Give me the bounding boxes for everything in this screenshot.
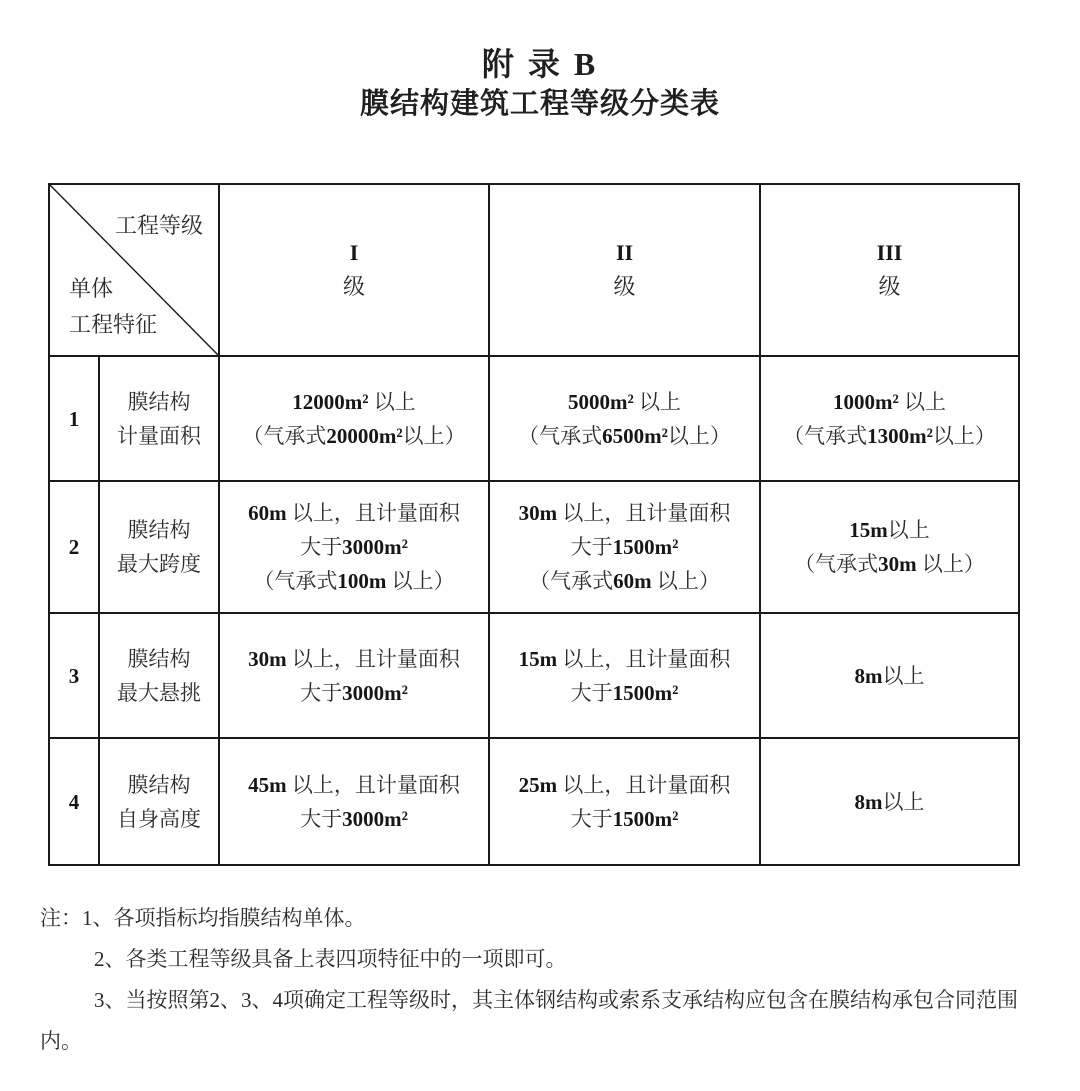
cell-line: 12000m² 以上 bbox=[292, 389, 416, 414]
note-3: 3、当按照第2、3、4项确定工程等级时，其主体钢结构或索系支承结构应包含在膜结构承包合同范围内。 bbox=[40, 988, 1018, 1053]
row3-feature-line2: 最大悬挑 bbox=[117, 680, 201, 705]
note-label: 注： bbox=[40, 906, 82, 930]
row3-feature bbox=[100, 614, 220, 739]
cell-line: 大于1500m² bbox=[570, 680, 679, 705]
note-1 bbox=[40, 898, 1040, 939]
cell-line: 大于1500m² bbox=[570, 806, 679, 831]
row2-feature-line1: 膜结构 bbox=[127, 518, 191, 542]
row4-grade1-cell bbox=[220, 739, 490, 864]
cell-line: 大于3000m² bbox=[300, 535, 408, 559]
corner-label-feature bbox=[69, 271, 157, 343]
row2-grade2-cell bbox=[490, 482, 761, 614]
row1-grade1-cell bbox=[220, 357, 490, 482]
corner-label-grade: 工程等级 bbox=[114, 213, 203, 238]
cell-line: 8m以上 bbox=[854, 663, 925, 688]
cell-line: 30m 以上，且计量面积 bbox=[518, 501, 731, 525]
row1-feature-line1: 膜结构 bbox=[127, 389, 191, 414]
row1-grade2-cell bbox=[490, 357, 761, 482]
document-header bbox=[0, 44, 1080, 124]
row3-number: 3 bbox=[50, 614, 100, 739]
row3-feature-line1: 膜结构 bbox=[127, 646, 191, 671]
cell-line: 15m以上 bbox=[849, 518, 930, 542]
page-title: 附 录 B bbox=[481, 46, 599, 82]
row4-grade3-cell bbox=[761, 739, 1018, 864]
row1-feature-line2: 计量面积 bbox=[117, 423, 201, 448]
cell-line: 大于3000m² bbox=[300, 806, 408, 831]
row4-feature-line2: 自身高度 bbox=[117, 806, 201, 831]
cell-line: 15m 以上，且计量面积 bbox=[518, 646, 731, 671]
corner-label-feature-line2: 工程特征 bbox=[69, 312, 158, 337]
cell-line: 5000m² 以上 bbox=[567, 389, 682, 414]
cell-line: 60m 以上，且计量面积 bbox=[248, 501, 460, 525]
row2-number: 2 bbox=[50, 482, 100, 614]
row4-feature bbox=[100, 739, 220, 864]
column-header-grade2: II 级 bbox=[490, 185, 761, 357]
row4-grade2-cell bbox=[490, 739, 761, 864]
row1-feature bbox=[100, 357, 220, 482]
row2-feature-line2: 最大跨度 bbox=[117, 552, 201, 576]
cell-line: 30m 以上，且计量面积 bbox=[248, 646, 460, 671]
cell-line: 1000m² 以上 bbox=[832, 389, 947, 414]
row1-number: 1 bbox=[50, 357, 100, 482]
row3-grade3-cell bbox=[761, 614, 1018, 739]
classification-table bbox=[48, 183, 1020, 866]
corner-header-cell bbox=[50, 185, 220, 357]
page-subtitle: 膜结构建筑工程等级分类表 bbox=[359, 88, 720, 120]
cell-line: （气承式60m 以上） bbox=[529, 569, 720, 593]
corner-label-feature-line1: 单体 bbox=[69, 276, 114, 301]
cell-line: 大于3000m² bbox=[300, 680, 408, 705]
row1-grade3-cell bbox=[761, 357, 1018, 482]
cell-line: （气承式30m 以上） bbox=[794, 552, 985, 576]
row3-grade2-cell bbox=[490, 614, 761, 739]
cell-line: 45m 以上，且计量面积 bbox=[248, 772, 460, 797]
cell-line: 大于1500m² bbox=[570, 535, 679, 559]
cell-line: 8m以上 bbox=[854, 789, 925, 814]
cell-line: （气承式100m 以上） bbox=[253, 569, 455, 593]
footnotes bbox=[40, 898, 1040, 1062]
row3-grade1-cell bbox=[220, 614, 490, 739]
note-1-text: 1、各项指标均指膜结构单体。 bbox=[82, 906, 366, 930]
column-header-grade3: III 级 bbox=[761, 185, 1018, 357]
row2-grade1-cell bbox=[220, 482, 490, 614]
row4-feature-line1: 膜结构 bbox=[127, 772, 191, 797]
note-2: 2、各类工程等级具备上表四项特征中的一项即可。 bbox=[94, 947, 567, 971]
cell-line: （气承式1300m²以上） bbox=[783, 423, 996, 448]
cell-line: 25m 以上，且计量面积 bbox=[518, 772, 731, 797]
cell-line: （气承式20000m²以上） bbox=[242, 423, 466, 448]
column-header-grade1: I 级 bbox=[220, 185, 490, 357]
row4-number: 4 bbox=[50, 739, 100, 864]
cell-line: （气承式6500m²以上） bbox=[518, 423, 731, 448]
row2-feature bbox=[100, 482, 220, 614]
row2-grade3-cell bbox=[761, 482, 1018, 614]
